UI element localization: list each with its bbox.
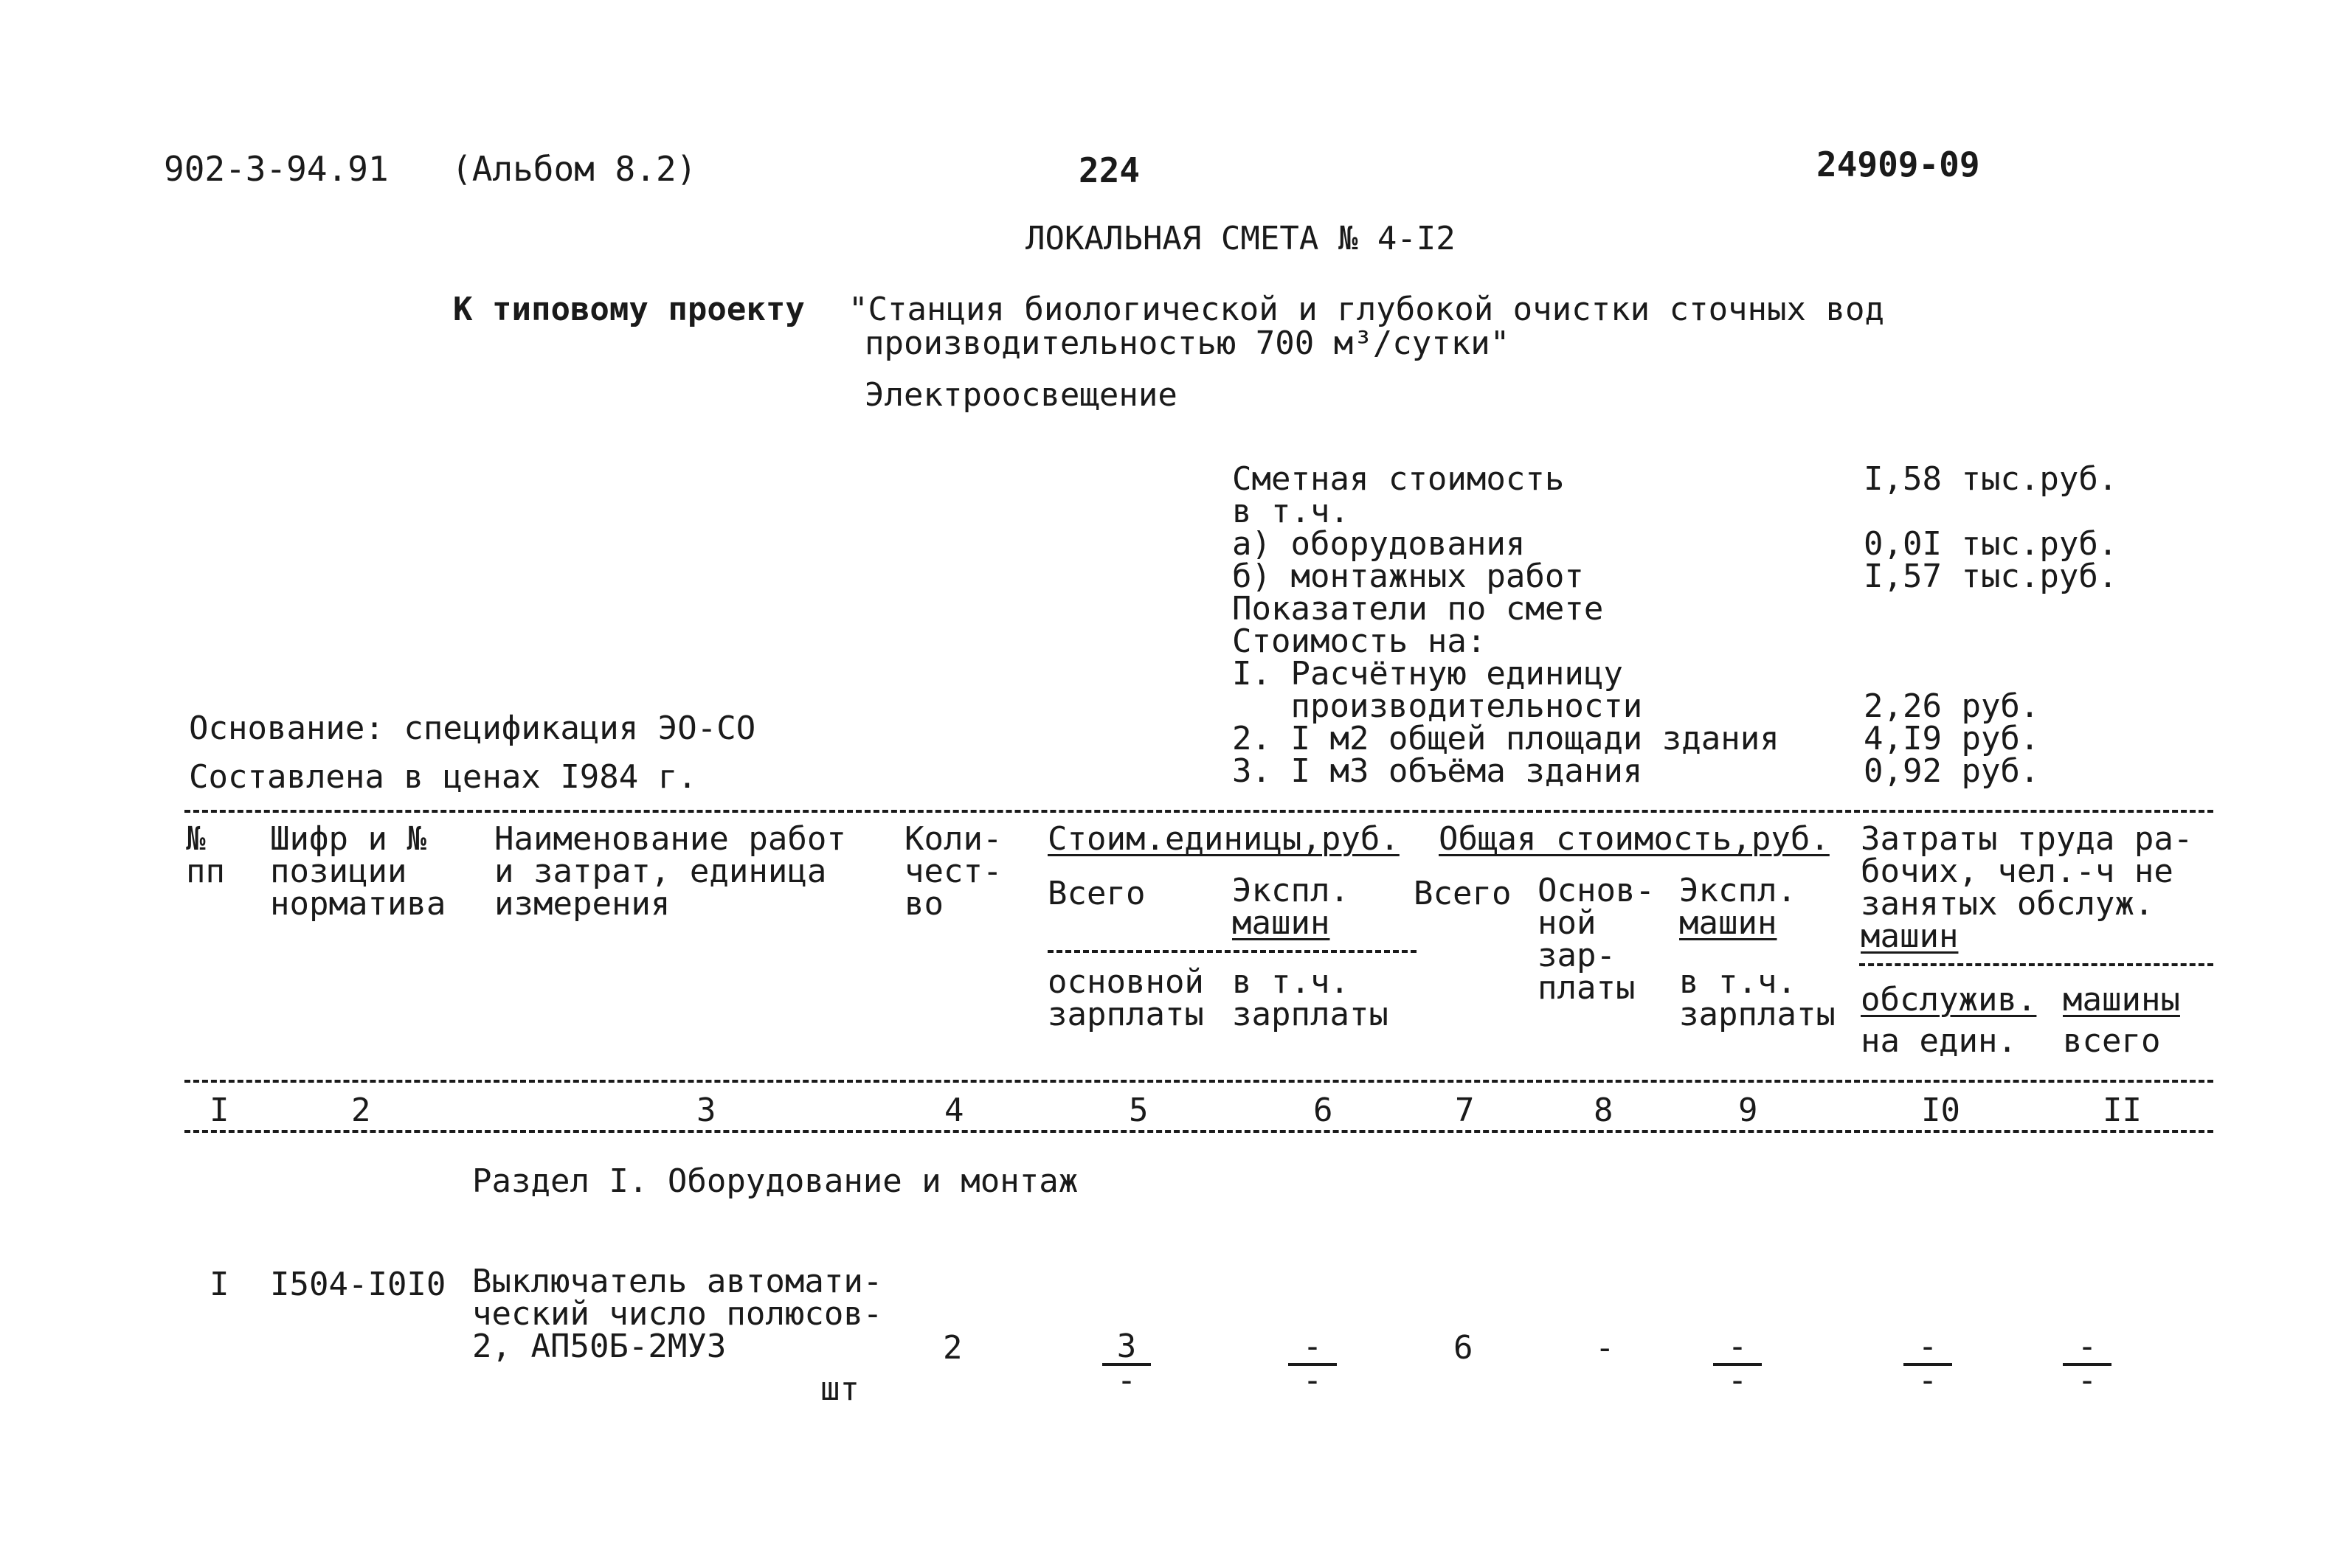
column-number: 8 (1594, 1092, 1613, 1129)
header-col9-incl-wage: в т.ч. зарплаты (1679, 963, 1836, 1033)
row-labor-per-unit: - - (1903, 1331, 1952, 1395)
row-labor-total: - - (2063, 1331, 2111, 1395)
cost-label: производительности (1232, 687, 1643, 725)
cost-value: 0,0I тыс.руб. (1864, 525, 2118, 563)
cost-summary-labels (1232, 460, 1779, 790)
column-number: 6 (1313, 1092, 1333, 1129)
cost-label: Показатели по смете (1232, 590, 1604, 628)
project-name-line1: "Станция биологической и глубокой очистки сточных вод (848, 291, 1884, 328)
column-number: 4 (944, 1092, 964, 1129)
header-unit-cost-group: Стоим.единицы,руб. (1048, 820, 1400, 858)
column-number: 9 (1738, 1092, 1758, 1129)
column-number: 3 (696, 1092, 716, 1129)
cost-label: 3. I м3 объёма здания (1232, 752, 1643, 790)
header-col-number: № пп (186, 820, 225, 890)
cost-value: 4,I9 руб. (1864, 720, 2040, 757)
section-title: Раздел I. Оборудование и монтаж (472, 1162, 1079, 1200)
row-number: I (210, 1266, 229, 1303)
project-name-line2: производительностью 700 м³/сутки" (865, 325, 1510, 362)
cost-label: Сметная стоимость (1232, 460, 1565, 498)
header-sub-rule-left (1048, 950, 1417, 953)
header-sub-rule-right (1859, 963, 2213, 966)
row-unit-machine-cost: - - (1288, 1331, 1337, 1395)
cost-value: I,57 тыс.руб. (1864, 558, 2118, 595)
row-unit: шт (820, 1370, 859, 1408)
cost-label: а) оборудования (1232, 525, 1526, 563)
album-label: (Альбом 8.2) (452, 149, 697, 189)
basis-price-year: Составлена в ценах I984 г. (189, 758, 697, 796)
header-col9-machines: Экспл. машин (1679, 872, 1796, 942)
column-number: 5 (1129, 1092, 1149, 1129)
row-code: I504-I0I0 (270, 1266, 446, 1303)
header-total-cost-group: Общая стоимость,руб. (1439, 820, 1830, 858)
document-title: ЛОКАЛЬНАЯ СМЕТА № 4-I2 (1025, 220, 1456, 257)
section-subtitle: Электроосвещение (865, 376, 1177, 414)
document-code: 902-3-94.91 (164, 149, 389, 189)
cost-value: 2,26 руб. (1864, 687, 2040, 725)
cost-value (1864, 593, 2117, 625)
cost-label: 2. I м2 общей площади здания (1232, 720, 1779, 757)
column-number: II (2103, 1092, 2142, 1129)
basis-specification: Основание: спецификация ЭО-СО (189, 710, 756, 747)
column-number: 2 (351, 1092, 371, 1129)
header-bottom-rule (184, 1080, 2213, 1083)
document-number: 24909-09 (1816, 145, 1980, 184)
header-col7-total: Всего (1414, 875, 1512, 912)
cost-label: в т.ч. (1232, 493, 1349, 530)
cost-value (1864, 658, 2117, 690)
header-col10-per-unit: обслужив. на един. (1861, 981, 2037, 1060)
cost-summary-values (1864, 460, 2118, 790)
column-number: I0 (1921, 1092, 1960, 1129)
cost-label: б) монтажных работ (1232, 558, 1584, 595)
cost-label: Стоимость на: (1232, 622, 1487, 660)
header-col5-total: Всего (1048, 875, 1146, 912)
cost-value: 0,92 руб. (1864, 752, 2040, 790)
row-unit-total-cost: 3 - (1102, 1331, 1151, 1395)
column-number: I (210, 1092, 229, 1129)
row-total-machine-cost: - - (1713, 1331, 1762, 1395)
page-number: 224 (1079, 150, 1141, 190)
header-col-code: Шифр и № позиции норматива (270, 820, 446, 923)
header-col6-incl-wage: в т.ч. зарплаты (1232, 963, 1388, 1033)
cost-value (1864, 496, 2117, 528)
column-number: 7 (1455, 1092, 1475, 1129)
header-col6-machines: Экспл. машин (1232, 872, 1349, 942)
header-labor-group: Затраты труда ра- бочих, чел.-ч не занятых обслуж. машин (1861, 820, 2193, 955)
header-col11-total: машины всего (2063, 981, 2180, 1060)
cost-value (1864, 625, 2117, 658)
header-col-quantity: Коли- чест- во (905, 820, 1003, 923)
table-top-rule (184, 810, 2213, 813)
cost-label: I. Расчётную единицу (1232, 655, 1623, 693)
cost-value: I,58 тыс.руб. (1864, 460, 2118, 498)
row-total-cost: 6 (1453, 1329, 1473, 1367)
header-col5-base-wage: основной зарплаты (1048, 963, 1204, 1033)
header-col-name: Наименование работ и затрат, единица измерения (494, 820, 846, 923)
row-total-base-wage: - (1595, 1329, 1615, 1367)
row-quantity: 2 (943, 1329, 963, 1367)
row-name: Выключатель автомати- ческий число полюсов- 2, АП50Б-2МУЗ (472, 1263, 883, 1365)
header-col8-base-wage: Основ- ной зар- платы (1538, 872, 1655, 1007)
column-numbers-rule (184, 1130, 2213, 1133)
project-prefix: К типовому проекту (453, 291, 805, 328)
